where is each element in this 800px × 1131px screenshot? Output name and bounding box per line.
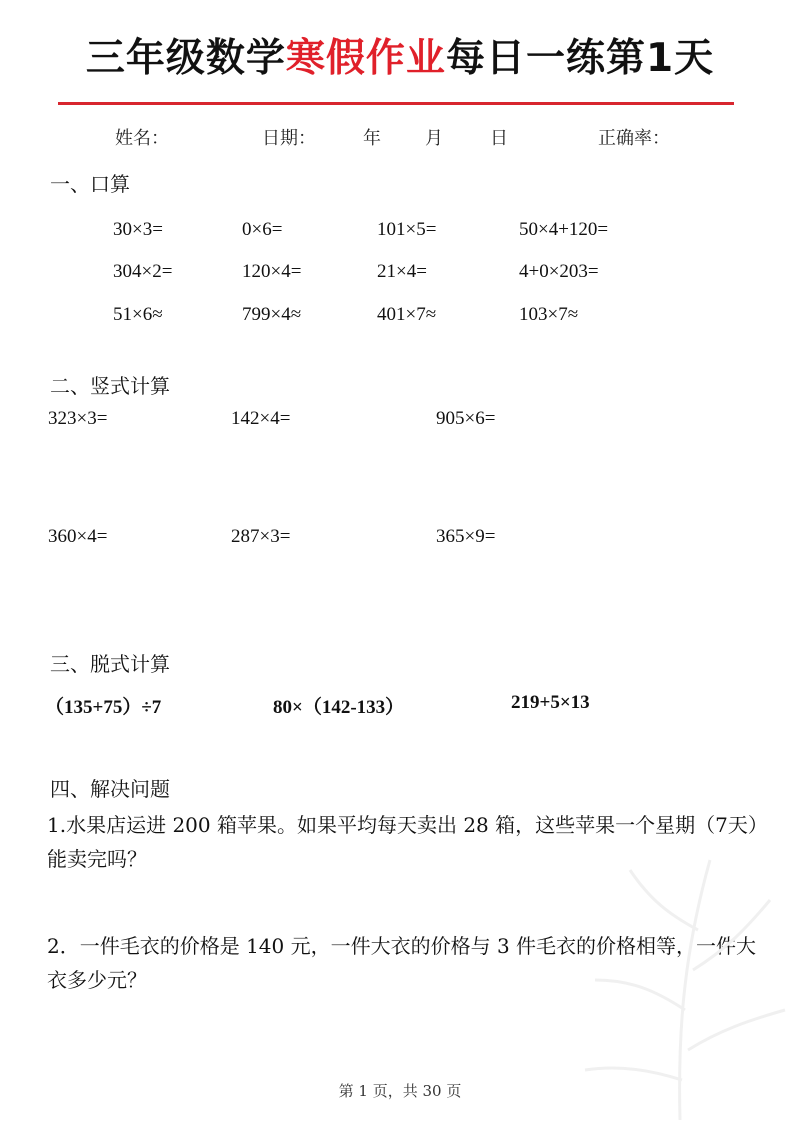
oral-item: 30×3=	[113, 219, 163, 240]
vertical-item: 142×4=	[231, 408, 291, 429]
title-part-2: 每日一练第1天	[445, 36, 715, 81]
section-heading-oral: 一、口算	[50, 172, 130, 196]
mixed-item: （135+75）÷7	[45, 697, 162, 718]
vertical-item: 287×3=	[231, 526, 291, 547]
oral-item: 401×7≈	[377, 304, 437, 325]
vertical-item: 323×3=	[48, 408, 108, 429]
mixed-item: 80×（142-133）	[273, 697, 405, 718]
month-label: 月	[425, 128, 443, 149]
page-title	[0, 36, 800, 83]
oral-item: 120×4=	[242, 261, 302, 282]
word-problem: 2．一件毛衣的价格是 140 元，一件大衣的价格与 3 件毛衣的价格相等，一件大衣多少元？	[47, 934, 757, 992]
vertical-item: 905×6=	[436, 408, 496, 429]
oral-item: 304×2=	[113, 261, 173, 282]
page-number: 第 1 页，共 30 页	[338, 1082, 462, 1100]
oral-item: 103×7≈	[519, 304, 579, 325]
title-highlight: 寒假作业	[285, 36, 446, 81]
word-problem: 1.水果店运进 200 箱苹果。如果平均每天卖出 28 箱，这些苹果一个星期（7天）能卖完吗？	[47, 813, 758, 871]
section-heading-vertical: 二、竖式计算	[50, 374, 170, 398]
date-label: 日期：	[262, 128, 316, 149]
oral-item: 101×5=	[377, 219, 437, 240]
vertical-item: 360×4=	[48, 526, 108, 547]
oral-item: 0×6=	[242, 219, 283, 240]
oral-item: 4+0×203=	[519, 261, 599, 282]
plant-watermark-icon	[560, 820, 800, 1120]
mixed-item: 219+5×13	[511, 692, 590, 713]
title-underline	[58, 102, 734, 105]
vertical-item: 365×9=	[436, 526, 496, 547]
year-label: 年	[363, 128, 381, 149]
section-heading-problems: 四、解决问题	[50, 777, 170, 801]
section-heading-mixed: 三、脱式计算	[50, 652, 170, 676]
oral-item: 50×4+120=	[519, 219, 609, 240]
name-label: 姓名：	[115, 128, 169, 149]
oral-item: 51×6≈	[113, 304, 163, 325]
day-label: 日	[490, 128, 508, 149]
oral-item: 21×4=	[377, 261, 427, 282]
title-part-1: 三年级数学	[85, 36, 286, 81]
oral-item: 799×4≈	[242, 304, 302, 325]
accuracy-label: 正确率：	[598, 128, 670, 149]
